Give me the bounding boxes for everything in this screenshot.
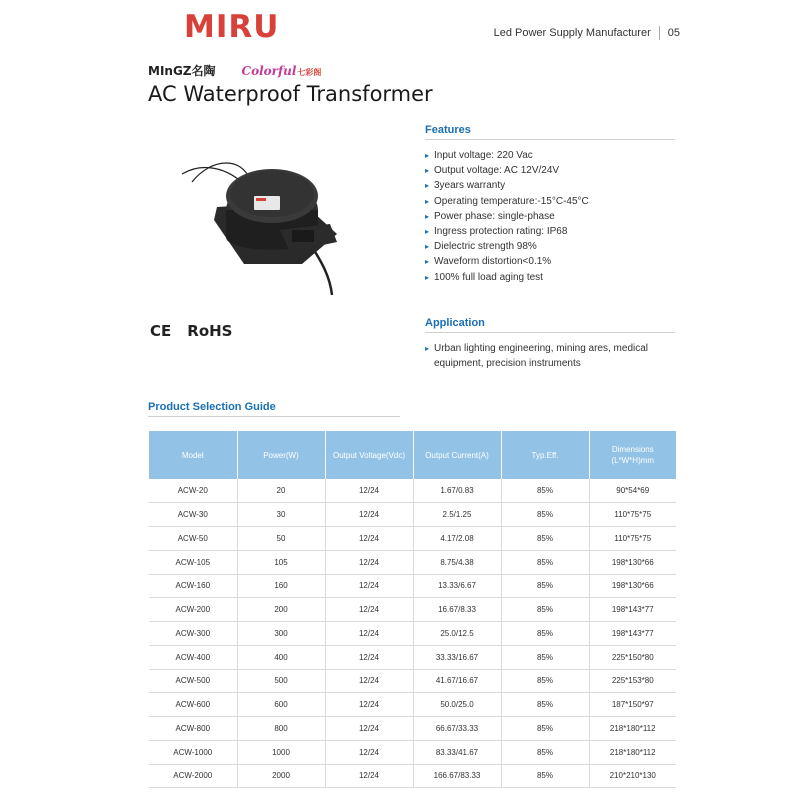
cell-output-current: 4.17/2.08 bbox=[413, 527, 501, 551]
table-row bbox=[149, 717, 676, 741]
features-list bbox=[425, 148, 589, 285]
cell-model: ACW-160 bbox=[149, 574, 237, 598]
cell-model: ACW-50 bbox=[149, 527, 237, 551]
cell-dimensions: 198*143*77 bbox=[589, 598, 676, 622]
cell-efficiency: 85% bbox=[501, 598, 589, 622]
cell-output-voltage: 12/24 bbox=[325, 693, 413, 717]
header-tagline: Led Power Supply Manufacturer bbox=[493, 27, 651, 39]
feature-item: ▸ Operating temperature:-15°C-45°C bbox=[425, 194, 589, 209]
cell-output-voltage: 12/24 bbox=[325, 717, 413, 741]
cell-model: ACW-30 bbox=[149, 503, 237, 527]
cell-efficiency: 85% bbox=[501, 574, 589, 598]
cell-dimensions: 218*180*112 bbox=[589, 740, 676, 764]
cell-output-current: 13.33/6.67 bbox=[413, 574, 501, 598]
cell-power: 300 bbox=[237, 622, 325, 646]
cell-dimensions: 198*130*66 bbox=[589, 574, 676, 598]
cell-model: ACW-1000 bbox=[149, 740, 237, 764]
table-row bbox=[149, 622, 676, 646]
cell-efficiency: 85% bbox=[501, 527, 589, 551]
cell-dimensions: 218*180*112 bbox=[589, 717, 676, 741]
page-header bbox=[494, 26, 680, 40]
cell-output-voltage: 12/24 bbox=[325, 550, 413, 574]
feature-item: ▸ Dielectric strength 98% bbox=[425, 239, 589, 254]
cell-output-voltage: 12/24 bbox=[325, 740, 413, 764]
company-logo: MIRU bbox=[184, 9, 280, 45]
header-divider bbox=[659, 26, 660, 40]
table-row bbox=[149, 740, 676, 764]
cell-efficiency: 85% bbox=[501, 550, 589, 574]
cell-power: 1000 bbox=[237, 740, 325, 764]
table-row bbox=[149, 764, 676, 788]
cell-model: ACW-800 bbox=[149, 717, 237, 741]
feature-item: ▸ 3years warranty bbox=[425, 178, 589, 193]
brand-logos bbox=[148, 62, 321, 79]
application-heading: Application bbox=[425, 317, 675, 333]
column-header-model: Model bbox=[149, 431, 237, 479]
cell-power: 2000 bbox=[237, 764, 325, 788]
cell-efficiency: 85% bbox=[501, 645, 589, 669]
cell-output-current: 2.5/1.25 bbox=[413, 503, 501, 527]
cell-dimensions: 110*75*75 bbox=[589, 527, 676, 551]
cell-model: ACW-300 bbox=[149, 622, 237, 646]
cell-output-current: 25.0/12.5 bbox=[413, 622, 501, 646]
cell-efficiency: 85% bbox=[501, 503, 589, 527]
feature-item: ▸ Input voltage: 220 Vac bbox=[425, 148, 589, 163]
product-selection-table bbox=[149, 431, 676, 788]
cell-dimensions: 225*150*80 bbox=[589, 645, 676, 669]
brand-colorful-sub: 七彩阁 bbox=[297, 66, 322, 77]
cell-model: ACW-500 bbox=[149, 669, 237, 693]
table-row bbox=[149, 645, 676, 669]
table-row bbox=[149, 503, 676, 527]
cell-output-current: 166.67/83.33 bbox=[413, 764, 501, 788]
cell-dimensions: 187*150*97 bbox=[589, 693, 676, 717]
cell-efficiency: 85% bbox=[501, 717, 589, 741]
cell-output-voltage: 12/24 bbox=[325, 503, 413, 527]
rohs-mark: RoHS bbox=[187, 322, 233, 340]
table-row bbox=[149, 598, 676, 622]
features-heading: Features bbox=[425, 124, 675, 140]
cell-efficiency: 85% bbox=[501, 764, 589, 788]
cell-efficiency: 85% bbox=[501, 740, 589, 764]
cell-power: 600 bbox=[237, 693, 325, 717]
table-body bbox=[149, 479, 676, 788]
feature-item: ▸ 100% full load aging test bbox=[425, 270, 589, 285]
cell-dimensions: 225*153*80 bbox=[589, 669, 676, 693]
cell-output-voltage: 12/24 bbox=[325, 598, 413, 622]
cell-power: 400 bbox=[237, 645, 325, 669]
cell-efficiency: 85% bbox=[501, 622, 589, 646]
brand-colorful-main: Colorful bbox=[241, 63, 297, 78]
application-list bbox=[425, 341, 675, 371]
column-header-efficiency: Typ.Eff. bbox=[501, 431, 589, 479]
cell-power: 20 bbox=[237, 479, 325, 503]
page-number: 05 bbox=[667, 27, 680, 39]
table-row bbox=[149, 693, 676, 717]
application-item: ▸ Urban lighting engineering, mining ares, medical equipment, precision instruments bbox=[425, 341, 675, 371]
cell-power: 160 bbox=[237, 574, 325, 598]
cell-output-current: 33.33/16.67 bbox=[413, 645, 501, 669]
table-header-row bbox=[149, 431, 676, 479]
brand-colorful-logo bbox=[242, 64, 322, 78]
feature-item: ▸ Waveform distortion<0.1% bbox=[425, 254, 589, 269]
cell-efficiency: 85% bbox=[501, 693, 589, 717]
cell-output-current: 8.75/4.38 bbox=[413, 550, 501, 574]
cell-power: 800 bbox=[237, 717, 325, 741]
cell-output-current: 1.67/0.83 bbox=[413, 479, 501, 503]
page-title: AC Waterproof Transformer bbox=[148, 82, 433, 106]
cell-output-voltage: 12/24 bbox=[325, 622, 413, 646]
cell-dimensions: 110*75*75 bbox=[589, 503, 676, 527]
cell-dimensions: 90*54*69 bbox=[589, 479, 676, 503]
cell-output-current: 66.67/33.33 bbox=[413, 717, 501, 741]
cell-output-voltage: 12/24 bbox=[325, 645, 413, 669]
cell-output-current: 50.0/25.0 bbox=[413, 693, 501, 717]
feature-item: ▸ Power phase: single-phase bbox=[425, 209, 589, 224]
column-header-power: Power(W) bbox=[237, 431, 325, 479]
cell-output-voltage: 12/24 bbox=[325, 479, 413, 503]
cell-model: ACW-2000 bbox=[149, 764, 237, 788]
cell-power: 500 bbox=[237, 669, 325, 693]
cell-output-voltage: 12/24 bbox=[325, 574, 413, 598]
table-row bbox=[149, 527, 676, 551]
cell-efficiency: 85% bbox=[501, 479, 589, 503]
cell-output-current: 16.67/8.33 bbox=[413, 598, 501, 622]
feature-item: ▸ Ingress protection rating: IP68 bbox=[425, 224, 589, 239]
cell-dimensions: 198*143*77 bbox=[589, 622, 676, 646]
table-row bbox=[149, 479, 676, 503]
column-header-dimensions: Dimensions (L*W*H)mm bbox=[589, 431, 676, 479]
selection-guide-heading: Product Selection Guide bbox=[148, 401, 400, 417]
cell-model: ACW-20 bbox=[149, 479, 237, 503]
cell-output-voltage: 12/24 bbox=[325, 669, 413, 693]
cell-output-voltage: 12/24 bbox=[325, 764, 413, 788]
cell-model: ACW-600 bbox=[149, 693, 237, 717]
cell-power: 30 bbox=[237, 503, 325, 527]
column-header-output-current: Output Current(A) bbox=[413, 431, 501, 479]
cell-model: ACW-200 bbox=[149, 598, 237, 622]
cell-dimensions: 198*130*66 bbox=[589, 550, 676, 574]
brand-mingz-logo: MInGZ名陶 bbox=[148, 64, 216, 78]
ce-mark: CE bbox=[150, 322, 172, 340]
column-header-output-voltage: Output Voltage(Vdc) bbox=[325, 431, 413, 479]
cell-power: 50 bbox=[237, 527, 325, 551]
cell-output-current: 83.33/41.67 bbox=[413, 740, 501, 764]
table-row bbox=[149, 574, 676, 598]
cell-dimensions: 210*210*130 bbox=[589, 764, 676, 788]
cell-efficiency: 85% bbox=[501, 669, 589, 693]
feature-item: ▸ Output voltage: AC 12V/24V bbox=[425, 163, 589, 178]
table-row bbox=[149, 550, 676, 574]
cell-output-voltage: 12/24 bbox=[325, 527, 413, 551]
cell-model: ACW-400 bbox=[149, 645, 237, 669]
transformer-product-image bbox=[172, 152, 352, 297]
cell-output-current: 41.67/16.67 bbox=[413, 669, 501, 693]
table-row bbox=[149, 669, 676, 693]
cell-power: 105 bbox=[237, 550, 325, 574]
cell-power: 200 bbox=[237, 598, 325, 622]
certification-marks bbox=[150, 322, 232, 340]
cell-model: ACW-105 bbox=[149, 550, 237, 574]
